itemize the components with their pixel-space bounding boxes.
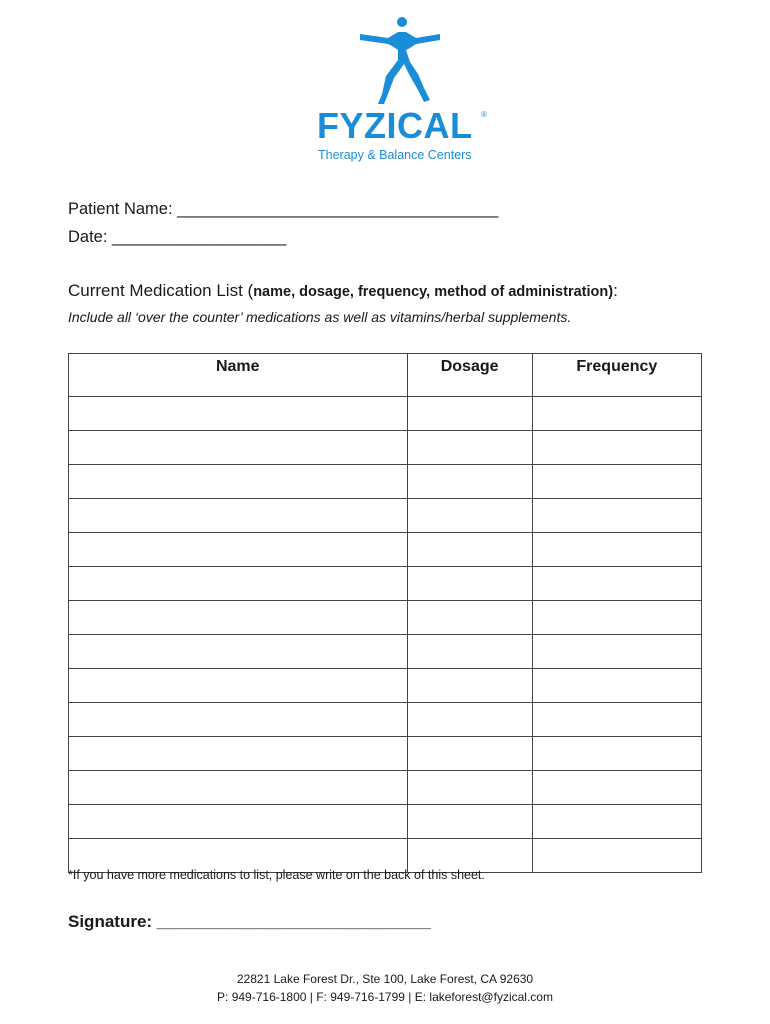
footer-contact: P: 949-716-1800 | F: 949-716-1799 | E: lakeforest@fyzical.com (217, 990, 553, 1004)
registered-mark: ® (481, 110, 487, 119)
table-row (69, 567, 702, 601)
instruction-note: Include all ‘over the counter’ medications as well as vitamins/herbal supplements. (68, 309, 572, 325)
fyzical-logo (310, 16, 490, 166)
cell-dosage[interactable] (407, 805, 532, 839)
cell-name[interactable] (69, 499, 408, 533)
table-row (69, 703, 702, 737)
cell-name[interactable] (69, 465, 408, 499)
cell-name[interactable] (69, 601, 408, 635)
signature-field[interactable]: Signature: _____________________________ (68, 912, 431, 931)
medication-list-heading-bold: name, dosage, frequency, method of administration) (253, 284, 614, 300)
table-row (69, 465, 702, 499)
cell-name[interactable] (69, 397, 408, 431)
header-frequency: Frequency (532, 354, 701, 397)
cell-frequency[interactable] (532, 601, 701, 635)
header-name: Name (69, 354, 408, 397)
cell-dosage[interactable] (407, 669, 532, 703)
table-header-row (69, 354, 702, 397)
table-row (69, 737, 702, 771)
table-row (69, 669, 702, 703)
table-row (69, 635, 702, 669)
cell-name[interactable] (69, 805, 408, 839)
cell-frequency[interactable] (532, 839, 701, 873)
cell-frequency[interactable] (532, 397, 701, 431)
table-row (69, 601, 702, 635)
footer-address: 22821 Lake Forest Dr., Ste 100, Lake Forest, CA 92630 (236, 972, 534, 986)
table-row (69, 533, 702, 567)
table-row (69, 499, 702, 533)
medication-list-heading-suffix: : (613, 281, 618, 300)
cell-dosage[interactable] (407, 635, 532, 669)
cell-name[interactable] (69, 771, 408, 805)
cell-dosage[interactable] (407, 499, 532, 533)
cell-name[interactable] (69, 567, 408, 601)
cell-name[interactable] (69, 669, 408, 703)
cell-name[interactable] (69, 533, 408, 567)
cell-dosage[interactable] (407, 465, 532, 499)
table-row (69, 805, 702, 839)
footnote: *If you have more medications to list, please write on the back of this sheet. (68, 868, 485, 882)
cell-name[interactable] (69, 431, 408, 465)
cell-name[interactable] (69, 737, 408, 771)
cell-dosage[interactable] (407, 737, 532, 771)
date-field[interactable]: Date: ___________________ (68, 228, 287, 246)
cell-frequency[interactable] (532, 805, 701, 839)
table-row (69, 397, 702, 431)
patient-name-field[interactable]: Patient Name: ___________________________________ (68, 200, 499, 218)
cell-frequency[interactable] (532, 669, 701, 703)
cell-dosage[interactable] (407, 431, 532, 465)
cell-dosage[interactable] (407, 533, 532, 567)
medication-table (68, 353, 702, 873)
cell-frequency[interactable] (532, 567, 701, 601)
table-row (69, 431, 702, 465)
medication-list-heading-prefix: Current Medication List ( (68, 281, 254, 300)
medication-rows (69, 397, 702, 873)
cell-frequency[interactable] (532, 465, 701, 499)
cell-frequency[interactable] (532, 771, 701, 805)
brand-tagline: Therapy & Balance Centers (318, 148, 472, 162)
cell-dosage[interactable] (407, 703, 532, 737)
cell-frequency[interactable] (532, 431, 701, 465)
cell-dosage[interactable] (407, 397, 532, 431)
cell-name[interactable] (69, 703, 408, 737)
cell-frequency[interactable] (532, 703, 701, 737)
fyzical-figure-icon (358, 16, 442, 106)
cell-dosage[interactable] (407, 771, 532, 805)
cell-frequency[interactable] (532, 737, 701, 771)
cell-frequency[interactable] (532, 533, 701, 567)
table-row (69, 771, 702, 805)
medication-list-heading (68, 281, 618, 301)
cell-dosage[interactable] (407, 567, 532, 601)
cell-frequency[interactable] (532, 499, 701, 533)
brand-name: FYZICAL (317, 105, 473, 146)
cell-name[interactable] (69, 635, 408, 669)
header-dosage: Dosage (407, 354, 532, 397)
cell-frequency[interactable] (532, 635, 701, 669)
cell-dosage[interactable] (407, 601, 532, 635)
